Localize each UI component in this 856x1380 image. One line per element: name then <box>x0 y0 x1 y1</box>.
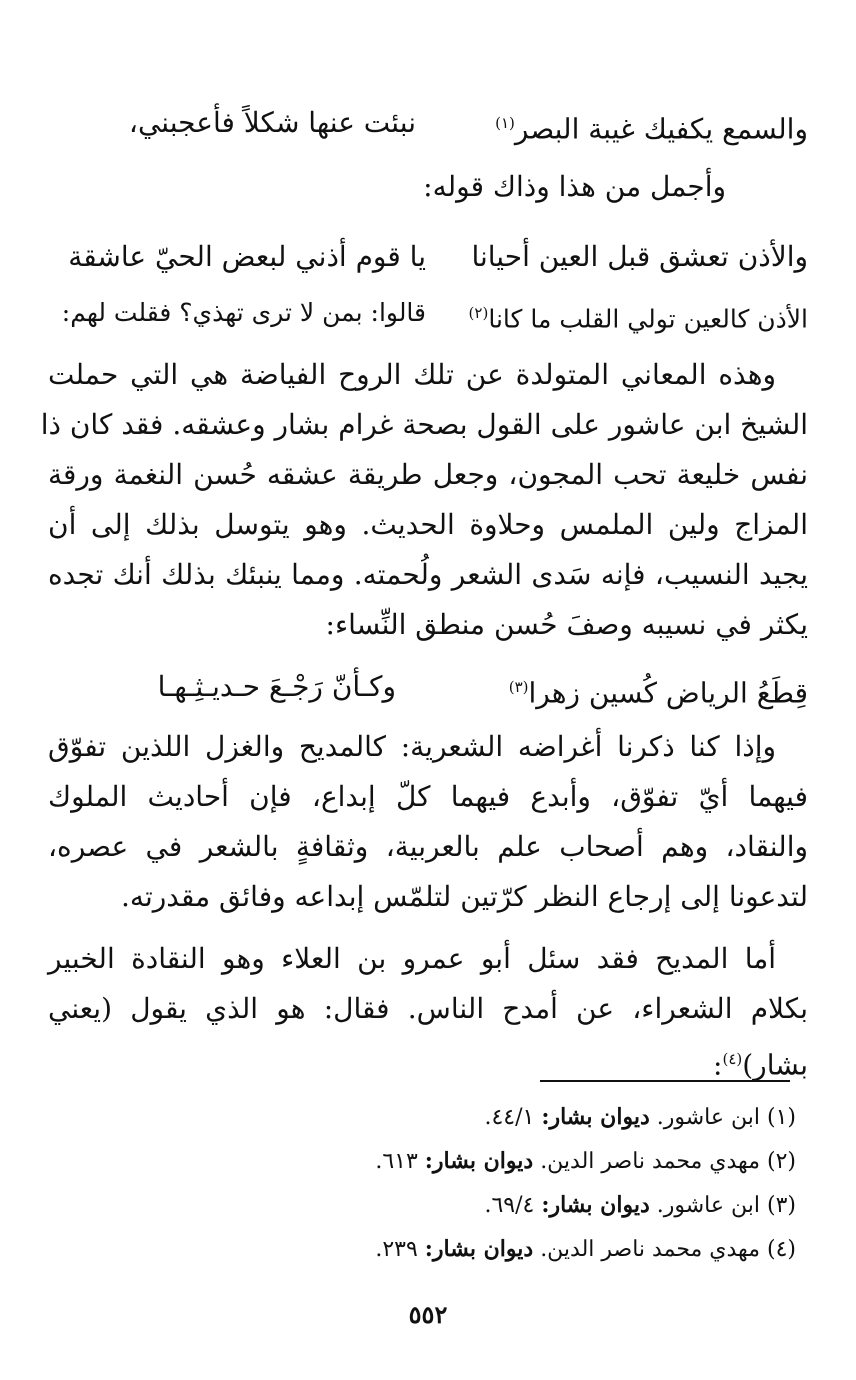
footnote-4-ref: ٢٣٩. <box>375 1237 418 1262</box>
para3-end-text: بشار) <box>742 1048 808 1082</box>
page-number: ٥٥٢ <box>408 1300 448 1329</box>
footnote-mark-1: (١) <box>495 114 515 132</box>
verse-3-second-text: الأذن كالعين تولي القلب ما كانا <box>488 304 808 334</box>
verse-2-second-hemistich: والأذن تعشق قبل العين أحيانا <box>471 240 808 273</box>
footnote-3-number: (٣) <box>766 1193 796 1218</box>
footnote-4 <box>375 1232 796 1267</box>
para1-line-3: نفس خليعة تحب المجون، وجعل طريقة عشقه حُسن النغمة ورقة <box>48 458 808 491</box>
footnote-3-ref: ٦٩/٤. <box>484 1193 535 1218</box>
para3-colon: : <box>713 1048 723 1082</box>
para2-line-4: لتدعونا إلى إرجاع النظر كرّتين لتلمّس إبداعه وفائق مقدرته. <box>121 880 808 913</box>
para1-line-5: يجيد النسيب، فإنه سَدى الشعر ولُحمته. ومما ينبئك بذلك أنك تجده <box>48 558 808 591</box>
footnote-4-title: ديوان بشار: <box>424 1236 534 1262</box>
verse-1-second-hemistich <box>495 98 808 154</box>
footnote-2-author: مهدي محمد ناصر الدين. <box>540 1149 760 1174</box>
footnote-3 <box>484 1188 796 1223</box>
para1-line-6: يكثر في نسيبه وصفَ حُسن منطق النِّساء: <box>325 608 808 641</box>
verse-1-first-hemistich: نبئت عنها شكلاً فأعجبني، <box>128 106 416 139</box>
intro-line: وأجمل من هذا وذاك قوله: <box>423 170 726 203</box>
footnote-mark-3: (٣) <box>508 678 529 696</box>
footnote-1 <box>484 1100 796 1135</box>
para1-line-2: الشيخ ابن عاشور على القول بصحة غرام بشار وعشقه. فقد كان ذا <box>40 408 808 441</box>
verse-4-first-hemistich: وكـأنّ رَجْـعَ حـديـثِـهـا <box>157 670 396 703</box>
footnote-2-ref: ٦١٣. <box>375 1149 418 1174</box>
footnote-3-author: ابن عاشور. <box>656 1193 760 1218</box>
footnote-1-title: ديوان بشار: <box>541 1104 650 1130</box>
footnote-1-author: ابن عاشور. <box>656 1105 760 1130</box>
para2-line-3: والنقاد، وهم أصحاب علم بالعربية، وثقافةٍ بالشعر في عصره، <box>48 830 808 863</box>
verse-2-first-hemistich: يا قوم أذني لبعض الحيّ عاشقة <box>68 240 426 273</box>
footnote-mark-2: (٢) <box>468 304 489 322</box>
para2-line-2: فيهما أيّ تفوّق، وأبدع فيهما كلّ إبداع، فإن أحاديث الملوك <box>48 780 808 813</box>
footnote-1-ref: ٤٤/١. <box>484 1105 535 1130</box>
footnote-2 <box>375 1144 796 1179</box>
verse-3-second-hemistich <box>469 288 808 344</box>
footnote-2-title: ديوان بشار: <box>424 1148 534 1174</box>
verse-1-second-text: والسمع يكفيك غيبة البصر <box>514 112 808 146</box>
para2-line-1: وإذا كنا ذكرنا أغراضه الشعرية: كالمديح والغزل اللذين تفوّق <box>48 730 776 763</box>
para1-line-1: وهذه المعاني المتولدة عن تلك الروح الفياضة هي التي حملت <box>48 358 776 391</box>
verse-3-first-hemistich: قالوا: بمن لا ترى تهذي؟ فقلت لهم: <box>61 298 426 327</box>
footnote-4-author: مهدي محمد ناصر الدين. <box>540 1237 760 1262</box>
para3-line-2: بكلام الشعراء، عن أمدح الناس. فقال: هو الذي يقول (يعني <box>48 992 808 1025</box>
footnote-1-number: (١) <box>766 1105 796 1130</box>
footnote-3-title: ديوان بشار: <box>541 1192 650 1218</box>
footnote-4-number: (٤) <box>766 1237 796 1262</box>
para3-line-1: أما المديح فقد سئل أبو عمرو بن العلاء وهو النقادة الخبير <box>48 942 776 975</box>
footnote-2-number: (٢) <box>766 1149 796 1174</box>
verse-4-second-hemistich <box>509 662 808 718</box>
footnote-mark-4: (٤) <box>722 1050 743 1068</box>
para1-line-4: المزاج ولين الملمس وحلاوة الحديث. وهو يتوسل بذلك إلى أن <box>48 508 808 541</box>
verse-4-second-text: قِطَعُ الرياض كُسين زهرا <box>528 676 808 710</box>
footnote-separator <box>540 1080 790 1082</box>
